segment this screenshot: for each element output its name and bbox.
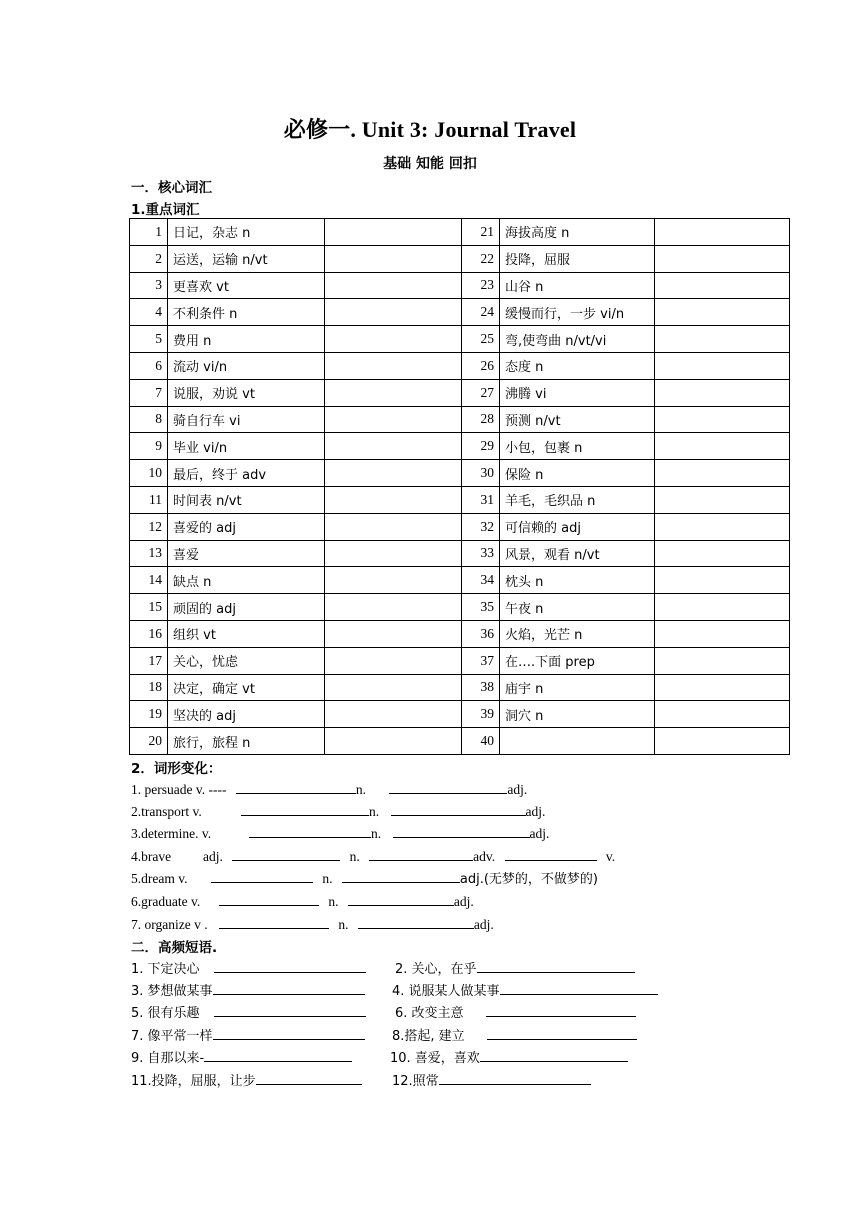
vocab-answer-cell[interactable]: [655, 379, 790, 406]
answer-blank[interactable]: [500, 980, 658, 995]
vocab-answer-cell[interactable]: [325, 567, 462, 594]
vocab-number: 6: [130, 352, 168, 379]
vocab-answer-cell[interactable]: [325, 379, 462, 406]
vocab-answer-cell[interactable]: [655, 299, 790, 326]
vocab-number: 39: [462, 701, 500, 728]
vocab-row: [130, 701, 790, 728]
phrase-item: [395, 958, 635, 978]
vocab-meaning: 弯,使弯曲 n/vt/vi: [500, 326, 655, 353]
vocab-number: 21: [462, 219, 500, 246]
vocab-answer-cell[interactable]: [325, 299, 462, 326]
phrase-item: [131, 980, 365, 1000]
vocab-row: [130, 219, 790, 246]
vocab-meaning: 顽固的 adj: [168, 594, 325, 621]
wordform-line-5: [131, 868, 598, 888]
answer-blank[interactable]: [219, 891, 319, 906]
wordform-prompt: 7. organize v .: [131, 917, 208, 932]
vocab-row: [130, 647, 790, 674]
vocab-row: [130, 406, 790, 433]
phrase-label: 11.投降，屈服，让步: [131, 1074, 256, 1089]
vocab-number: 20: [130, 728, 168, 755]
vocab-meaning: 组织 vt: [168, 620, 325, 647]
vocab-answer-cell[interactable]: [325, 245, 462, 272]
pos-label: adj.(无梦的，不做梦的): [459, 872, 598, 887]
vocab-number: 2: [130, 245, 168, 272]
vocab-number: 3: [130, 272, 168, 299]
pos-label: adj.: [529, 826, 550, 841]
vocab-answer-cell[interactable]: [655, 245, 790, 272]
vocab-meaning: 不利条件 n: [168, 299, 325, 326]
vocab-meaning: 午夜 n: [500, 594, 655, 621]
pos-label: adj.: [473, 917, 494, 932]
vocab-number: 7: [130, 379, 168, 406]
wordform-line-2: [131, 801, 545, 821]
vocab-answer-cell[interactable]: [655, 540, 790, 567]
vocab-number: 32: [462, 513, 500, 540]
wordform-prompt: 1. persuade v. ----: [131, 782, 227, 797]
vocab-meaning: 最后，终于 adv: [168, 460, 325, 487]
vocab-row: [130, 486, 790, 513]
answer-blank[interactable]: [358, 914, 474, 929]
pos-label: adj.: [507, 782, 528, 797]
vocab-answer-cell[interactable]: [325, 433, 462, 460]
vocab-meaning: 缺点 n: [168, 567, 325, 594]
page-title: 必修一. Unit 3: Journal Travel: [283, 117, 577, 142]
phrase-label: 3. 梦想做某事: [131, 984, 213, 999]
vocab-row: [130, 433, 790, 460]
vocab-number: 40: [462, 728, 500, 755]
phrase-item: [392, 1070, 591, 1090]
vocab-number: 26: [462, 352, 500, 379]
section-heading-phrases: 二．高频短语.: [131, 940, 218, 956]
vocab-number: 14: [130, 567, 168, 594]
vocab-meaning: 说服，劝说 vt: [168, 379, 325, 406]
answer-blank[interactable]: [213, 1025, 365, 1040]
vocab-answer-cell[interactable]: [655, 647, 790, 674]
vocab-answer-cell[interactable]: [325, 620, 462, 647]
vocab-meaning: 毕业 vi/n: [168, 433, 325, 460]
vocab-row: [130, 272, 790, 299]
wordform-line-6: [131, 891, 474, 911]
vocab-meaning: 喜爱: [168, 540, 325, 567]
phrase-label: 10. 喜爱，喜欢: [390, 1051, 480, 1066]
vocab-meaning: 缓慢而行，一步 vi/n: [500, 299, 655, 326]
answer-blank[interactable]: [369, 846, 473, 861]
vocab-meaning: 更喜欢 vt: [168, 272, 325, 299]
vocab-number: 11: [130, 486, 168, 513]
vocab-meaning: 小包，包裹 n: [500, 433, 655, 460]
vocab-number: 4: [130, 299, 168, 326]
wordform-prompt: 3.determine. v.: [131, 826, 212, 841]
vocab-answer-cell[interactable]: [325, 728, 462, 755]
vocab-meaning: 可信赖的 adj: [500, 513, 655, 540]
vocab-answer-cell[interactable]: [655, 567, 790, 594]
answer-blank[interactable]: [236, 779, 356, 794]
vocab-meaning: 日记，杂志 n: [168, 219, 325, 246]
vocab-number: 9: [130, 433, 168, 460]
phrase-label: 8.搭起, 建立: [392, 1029, 465, 1044]
vocab-answer-cell[interactable]: [655, 728, 790, 755]
vocab-number: 25: [462, 326, 500, 353]
vocab-number: 19: [130, 701, 168, 728]
pos-label: n.: [369, 804, 380, 819]
vocab-answer-cell[interactable]: [655, 460, 790, 487]
vocab-answer-cell[interactable]: [325, 272, 462, 299]
vocab-meaning: 决定，确定 vt: [168, 674, 325, 701]
answer-blank[interactable]: [477, 958, 635, 973]
vocab-number: 24: [462, 299, 500, 326]
vocab-answer-cell[interactable]: [655, 352, 790, 379]
vocab-meaning: 羊毛，毛织品 n: [500, 486, 655, 513]
vocab-number: 22: [462, 245, 500, 272]
vocab-meaning: 费用 n: [168, 326, 325, 353]
vocab-number: 15: [130, 594, 168, 621]
vocab-answer-cell[interactable]: [325, 486, 462, 513]
pos-label: n.: [355, 782, 366, 797]
page-subtitle: 基础 知能 回扣: [383, 156, 477, 172]
wordform-line-1: [131, 779, 527, 799]
vocab-answer-cell[interactable]: [655, 406, 790, 433]
phrase-label: 9. 自那以来-: [131, 1051, 205, 1066]
vocab-table: [129, 218, 790, 755]
vocab-number: 18: [130, 674, 168, 701]
answer-blank[interactable]: [219, 914, 329, 929]
vocab-answer-cell[interactable]: [655, 620, 790, 647]
section-heading-word-forms: 2．词形变化：: [131, 761, 222, 777]
vocab-number: 31: [462, 486, 500, 513]
answer-blank[interactable]: [241, 801, 369, 816]
answer-blank[interactable]: [232, 846, 340, 861]
vocab-meaning: 枕头 n: [500, 567, 655, 594]
wordform-prompt: 4.brave: [131, 849, 172, 864]
phrase-item: [392, 1025, 637, 1045]
vocab-answer-cell[interactable]: [325, 460, 462, 487]
vocab-meaning: 投降，屈服: [500, 245, 655, 272]
pos-label: n.: [338, 917, 349, 932]
vocab-number: 17: [130, 647, 168, 674]
vocab-number: 8: [130, 406, 168, 433]
vocab-row: [130, 379, 790, 406]
vocab-number: 36: [462, 620, 500, 647]
pos-label: v.: [605, 849, 616, 864]
pos-label: adj.: [525, 804, 546, 819]
phrase-label: 7. 像平常一样: [131, 1029, 213, 1044]
vocab-answer-cell[interactable]: [325, 594, 462, 621]
answer-blank[interactable]: [505, 846, 597, 861]
vocab-meaning: 骑自行车 vi: [168, 406, 325, 433]
vocab-number: 29: [462, 433, 500, 460]
vocab-meaning: 喜爱的 adj: [168, 513, 325, 540]
vocab-row: [130, 299, 790, 326]
vocab-number: 5: [130, 326, 168, 353]
phrase-label: 1. 下定决心: [131, 962, 200, 977]
phrase-item: [131, 1070, 362, 1090]
vocab-answer-cell[interactable]: [325, 219, 462, 246]
vocab-number: 28: [462, 406, 500, 433]
vocab-number: 35: [462, 594, 500, 621]
answer-blank[interactable]: [487, 1025, 637, 1040]
pos-label: adj.: [453, 894, 474, 909]
phrase-item: [131, 1025, 365, 1045]
section-heading-core-vocab: 一．核心词汇: [131, 180, 212, 196]
answer-blank[interactable]: [249, 823, 371, 838]
pos-label: n.: [328, 894, 339, 909]
vocab-row: [130, 245, 790, 272]
vocab-number: 38: [462, 674, 500, 701]
vocab-answer-cell[interactable]: [655, 326, 790, 353]
answer-blank[interactable]: [213, 980, 365, 995]
vocab-meaning: 沸腾 vi: [500, 379, 655, 406]
vocab-meaning: 海拔高度 n: [500, 219, 655, 246]
phrase-label: 5. 很有乐趣: [131, 1006, 200, 1021]
phrase-item: [395, 1002, 636, 1022]
vocab-meaning: 运送，运输 n/vt: [168, 245, 325, 272]
vocab-answer-cell[interactable]: [325, 647, 462, 674]
answer-blank[interactable]: [393, 823, 530, 838]
vocab-row: [130, 352, 790, 379]
vocab-row: [130, 674, 790, 701]
vocab-answer-cell[interactable]: [325, 674, 462, 701]
vocab-meaning: 关心，忧虑: [168, 647, 325, 674]
pos-label: n.: [322, 871, 333, 886]
vocab-meaning: 在….下面 prep: [500, 647, 655, 674]
vocab-meaning: 风景，观看 n/vt: [500, 540, 655, 567]
answer-blank[interactable]: [480, 1047, 628, 1062]
vocab-row: [130, 594, 790, 621]
answer-blank[interactable]: [204, 1047, 352, 1062]
vocab-meaning: 流动 vi/n: [168, 352, 325, 379]
vocab-meaning: 预测 n/vt: [500, 406, 655, 433]
vocab-answer-cell[interactable]: [325, 352, 462, 379]
pos-label: adv.: [473, 849, 496, 864]
answer-blank[interactable]: [211, 868, 313, 883]
vocab-number: 34: [462, 567, 500, 594]
vocab-meaning: [500, 728, 655, 755]
wordform-line-7: [131, 914, 494, 934]
answer-blank[interactable]: [391, 801, 526, 816]
vocab-row: [130, 728, 790, 755]
phrase-item: [392, 980, 658, 1000]
wordform-line-3: [131, 823, 549, 843]
answer-blank[interactable]: [214, 958, 366, 973]
vocab-answer-cell[interactable]: [655, 219, 790, 246]
pos-label: n.: [371, 826, 382, 841]
vocab-answer-cell[interactable]: [655, 594, 790, 621]
vocab-number: 1: [130, 219, 168, 246]
phrase-label: 2. 关心，在乎: [395, 962, 477, 977]
vocab-answer-cell[interactable]: [655, 674, 790, 701]
pos-label: n.: [349, 849, 360, 864]
phrase-item: [131, 1047, 352, 1067]
vocab-answer-cell[interactable]: [655, 272, 790, 299]
pos-label: adj.: [203, 849, 223, 864]
phrase-item: [390, 1047, 628, 1067]
vocab-number: 16: [130, 620, 168, 647]
vocab-meaning: 坚决的 adj: [168, 701, 325, 728]
phrase-item: [131, 1002, 366, 1022]
vocab-row: [130, 513, 790, 540]
vocab-meaning: 态度 n: [500, 352, 655, 379]
vocab-answer-cell[interactable]: [325, 513, 462, 540]
vocab-row: [130, 620, 790, 647]
answer-blank[interactable]: [439, 1070, 591, 1085]
phrase-label: 4. 说服某人做某事: [392, 984, 500, 999]
vocab-answer-cell[interactable]: [655, 513, 790, 540]
vocab-answer-cell[interactable]: [325, 406, 462, 433]
vocab-number: 23: [462, 272, 500, 299]
vocab-meaning: 保险 n: [500, 460, 655, 487]
vocab-number: 33: [462, 540, 500, 567]
vocab-meaning: 山谷 n: [500, 272, 655, 299]
wordform-prompt: 6.graduate v.: [131, 894, 201, 909]
vocab-answer-cell[interactable]: [325, 540, 462, 567]
wordform-prompt: 2.transport v.: [131, 804, 202, 819]
answer-blank[interactable]: [256, 1070, 362, 1085]
answer-blank[interactable]: [348, 891, 454, 906]
wordform-line-4: [131, 846, 615, 866]
vocab-row: [130, 326, 790, 353]
wordform-prompt: 5.dream v.: [131, 871, 188, 886]
vocab-row: [130, 540, 790, 567]
vocab-meaning: 时间表 n/vt: [168, 486, 325, 513]
phrase-item: [131, 958, 366, 978]
answer-blank[interactable]: [214, 1002, 366, 1017]
vocab-meaning: 洞穴 n: [500, 701, 655, 728]
vocab-answer-cell[interactable]: [325, 701, 462, 728]
vocab-row: [130, 460, 790, 487]
vocab-meaning: 庙宇 n: [500, 674, 655, 701]
vocab-number: 13: [130, 540, 168, 567]
vocab-answer-cell[interactable]: [325, 326, 462, 353]
vocab-answer-cell[interactable]: [655, 486, 790, 513]
phrase-label: 12.照常: [392, 1074, 439, 1089]
vocab-meaning: 旅行，旅程 n: [168, 728, 325, 755]
answer-blank[interactable]: [486, 1002, 636, 1017]
vocab-number: 10: [130, 460, 168, 487]
vocab-number: 30: [462, 460, 500, 487]
vocab-number: 12: [130, 513, 168, 540]
vocab-meaning: 火焰，光芒 n: [500, 620, 655, 647]
phrase-label: 6. 改变主意: [395, 1006, 464, 1021]
vocab-answer-cell[interactable]: [655, 701, 790, 728]
answer-blank[interactable]: [389, 779, 507, 794]
vocab-row: [130, 567, 790, 594]
answer-blank[interactable]: [342, 868, 460, 883]
vocab-number: 27: [462, 379, 500, 406]
vocab-number: 37: [462, 647, 500, 674]
section-subheading-key-words: 1.重点词汇: [131, 202, 200, 218]
vocab-answer-cell[interactable]: [655, 433, 790, 460]
